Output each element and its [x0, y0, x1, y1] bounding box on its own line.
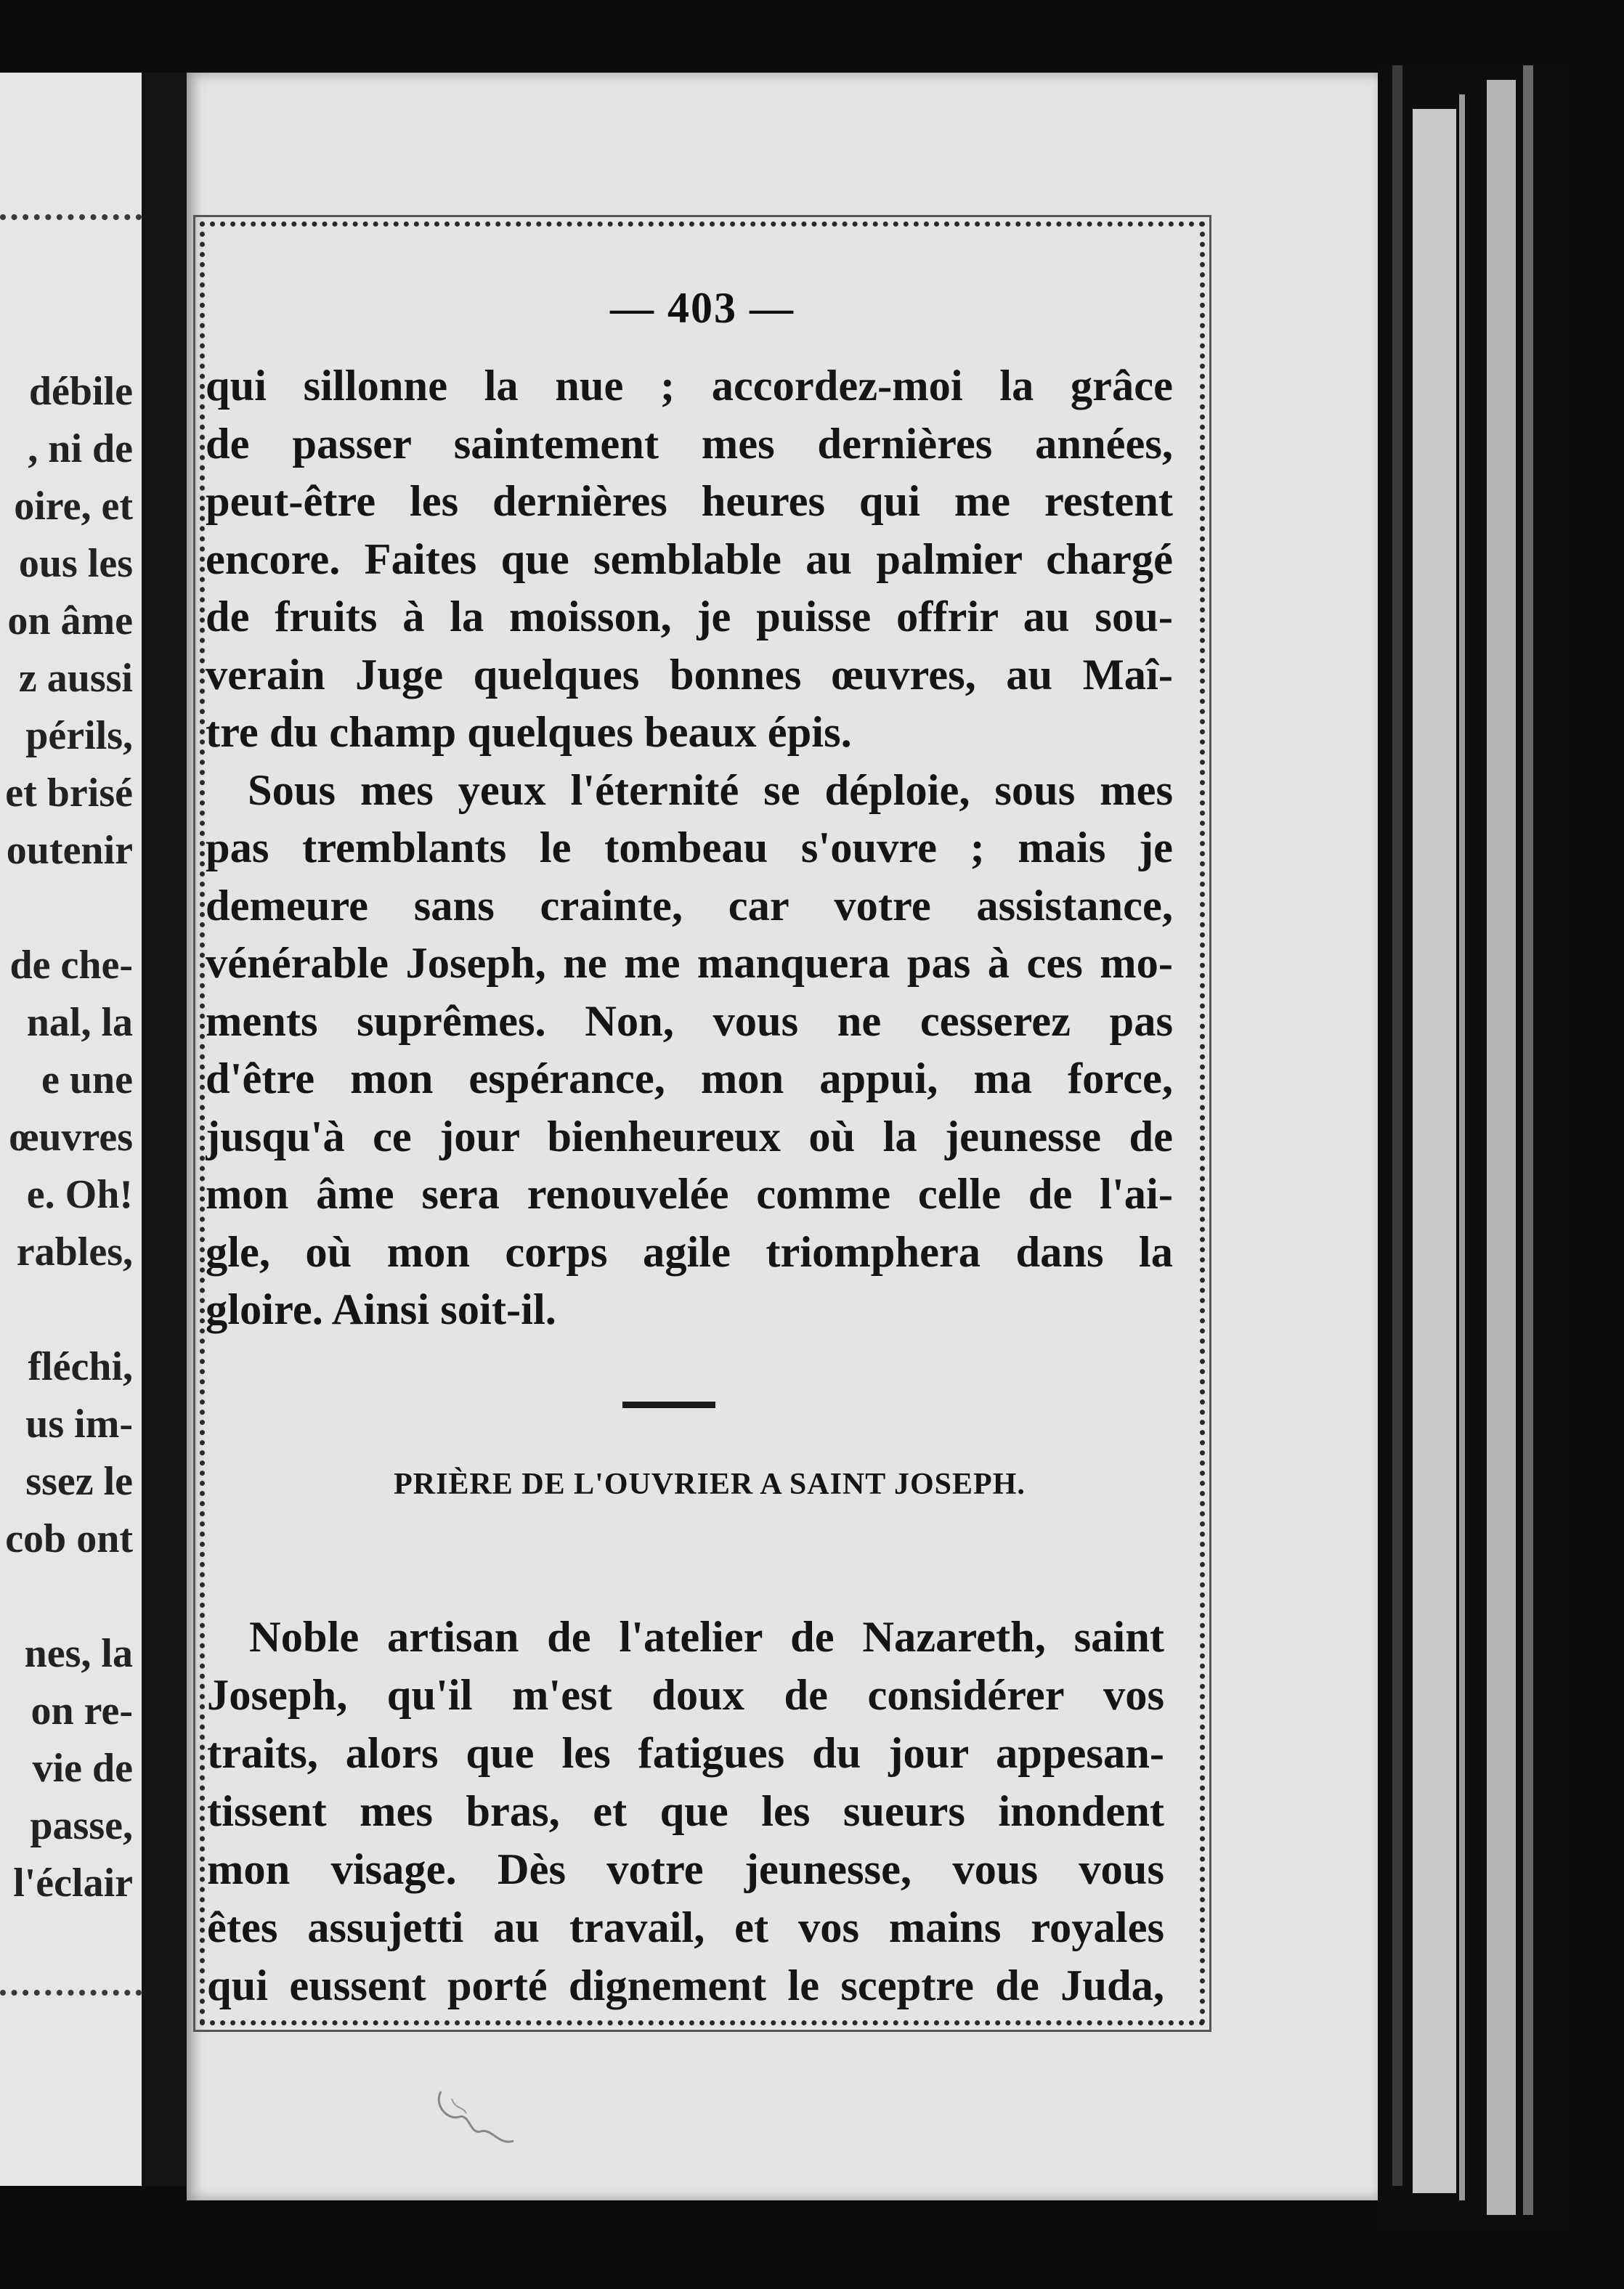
page-edge: [1413, 109, 1456, 2193]
left-line: oire, et: [14, 484, 133, 529]
left-line: cob ont: [5, 1516, 133, 1561]
text-line: traits, alors que les fatigues du jour appesan-: [207, 1729, 1164, 1778]
text-line: verain Juge quelques bonnes œuvres, au Maî-: [206, 650, 1173, 699]
section-heading: PRIÈRE DE L'OUVRIER A SAINT JOSEPH.: [394, 1468, 1026, 1501]
text-line: qui eussent porté dignement le sceptre de Juda,: [207, 1961, 1164, 2010]
text-line: Noble artisan de l'atelier de Nazareth, saint: [249, 1613, 1164, 1662]
text-line: demeure sans crainte, car votre assistance,: [206, 881, 1173, 930]
text-line: êtes assujetti au travail, et vos mains royales: [207, 1903, 1164, 1952]
text-line: Sous mes yeux l'éternité se déploie, sous mes: [248, 765, 1173, 815]
main-page: [187, 73, 1378, 2200]
text-line: peut-être les dernières heures qui me restent: [206, 477, 1173, 526]
prayer-text-upper: [206, 357, 1173, 1339]
text-line: qui sillonne la nue ; accordez-moi la grâce: [206, 362, 1173, 410]
left-line: œuvres: [9, 1115, 133, 1160]
page-edge: [1487, 80, 1516, 2215]
left-line: z aussi: [18, 656, 133, 701]
text-line: gloire. Ainsi soit-il.: [206, 1285, 556, 1334]
page-number: — 403 —: [610, 284, 795, 332]
text-line: vénérable Joseph, ne me manquera pas à ces mo-: [206, 939, 1173, 988]
text-line: mon visage. Dès votre jeunesse, vous vous: [207, 1845, 1164, 1894]
text-line: mon âme sera renouvelée comme celle de l'ai-: [206, 1170, 1173, 1219]
left-line: et brisé: [5, 771, 133, 816]
left-line: [0, 1568, 133, 1625]
text-line: tre du champ quelques beaux épis.: [206, 708, 852, 757]
text-line: pas tremblants le tombeau s'ouvre ; mais je: [206, 824, 1173, 872]
text-line: encore. Faites que semblable au palmier chargé: [206, 534, 1173, 584]
left-line: , ni de: [28, 426, 133, 471]
text-line: d'être mon espérance, mon appui, ma force,: [206, 1054, 1173, 1103]
text-line: de passer saintement mes dernières années,: [206, 419, 1173, 468]
left-line: us im-: [25, 1402, 133, 1447]
left-page-text: [0, 363, 133, 1912]
left-line: l'éclair: [13, 1861, 133, 1906]
left-line: fléchi,: [28, 1344, 133, 1389]
left-line: débile: [28, 369, 133, 414]
text-line: tissent mes bras, et que les sueurs inondent: [207, 1787, 1164, 1836]
left-line: [0, 879, 133, 937]
left-line: on âme: [7, 598, 133, 643]
prayer-text-lower: [207, 1609, 1164, 2015]
page-edges: [1378, 65, 1567, 2229]
left-line: on re-: [31, 1688, 133, 1733]
page-edge: [1459, 94, 1465, 2200]
left-line: ous les: [18, 541, 133, 586]
left-page-bottom-border: [0, 1990, 142, 1996]
text-line: Joseph, qu'il m'est doux de considérer vos: [207, 1671, 1164, 1720]
text-line: de fruits à la moisson, je puisse offrir au sou-: [206, 593, 1173, 641]
left-line: [0, 1281, 133, 1338]
left-page: [0, 73, 142, 2186]
left-page-top-border: [0, 214, 142, 220]
left-line: vie de: [32, 1746, 133, 1791]
section-divider: [622, 1402, 715, 1408]
left-line: e. Oh!: [26, 1172, 133, 1217]
pencil-mark: [426, 2077, 535, 2157]
left-line: outenir: [6, 828, 133, 873]
page-edge: [1523, 65, 1533, 2215]
left-line: passe,: [30, 1803, 133, 1848]
book-gutter: [142, 73, 187, 2186]
text-line: gle, où mon corps agile triomphera dans la: [206, 1227, 1173, 1277]
left-line: périls,: [25, 713, 133, 758]
left-line: ssez le: [25, 1459, 133, 1504]
text-line: jusqu'à ce jour bienheureux où la jeunesse de: [206, 1112, 1173, 1161]
text-line: ments suprêmes. Non, vous ne cesserez pas: [206, 996, 1173, 1046]
left-line: e une: [41, 1057, 133, 1102]
left-line: nal, la: [26, 1000, 133, 1045]
left-line: de che-: [9, 943, 133, 988]
left-line: rables,: [16, 1229, 133, 1274]
page-edge: [1392, 65, 1402, 2186]
left-line: nes, la: [24, 1631, 133, 1676]
